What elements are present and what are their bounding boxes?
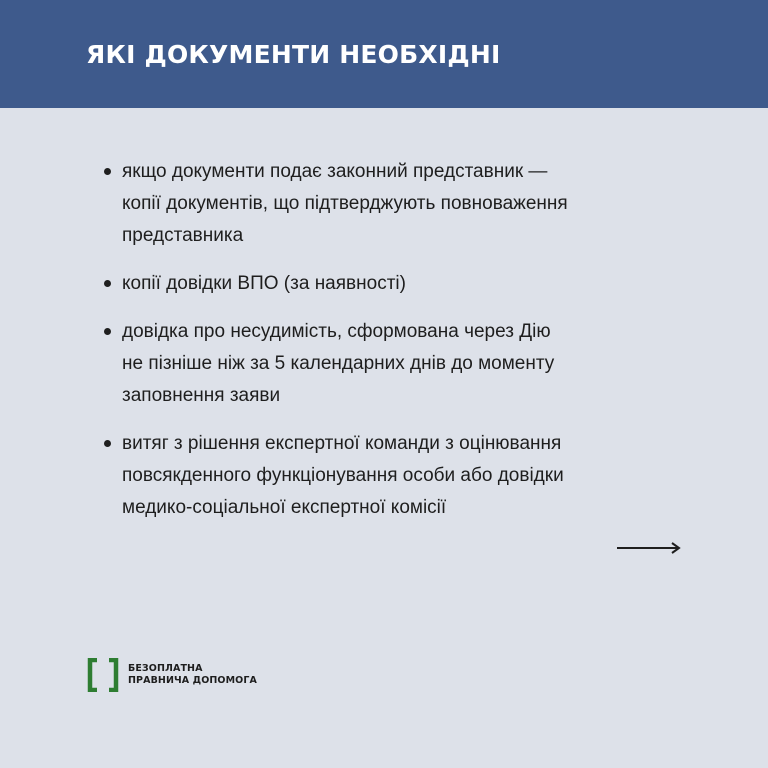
list-item-expert-decision	[0, 428, 568, 524]
page-title: ЯКІ ДОКУМЕНТИ НЕОБХІДНІ	[86, 40, 501, 69]
list-item-text: представника	[122, 225, 244, 246]
list-item-text: якщо документи подає законний представник —	[122, 161, 548, 182]
list-item-text: повсякденного функціонування особи або довідки	[122, 465, 564, 486]
list-item-no-criminal-record	[0, 316, 568, 412]
list-item-text: копії довідки ВПО (за наявності)	[122, 273, 406, 294]
bullet-dot-icon	[104, 328, 111, 335]
arrow-right-icon[interactable]	[617, 540, 681, 556]
bullet-dot-icon	[104, 280, 111, 287]
bullet-dot-icon	[104, 168, 111, 175]
header-bar	[0, 0, 768, 108]
list-item-text: копії документів, що підтверджують повноваження	[122, 193, 568, 214]
list-item-text: довідка про несудимість, сформована через Дію	[122, 321, 551, 342]
list-item-vpo	[0, 268, 568, 300]
list-item-text: заповнення заяви	[122, 385, 281, 406]
bullet-dot-icon	[104, 440, 111, 447]
bracket-logo-icon	[87, 658, 119, 692]
list-item-text: витяг з рішення експертної команди з оцінювання	[122, 433, 562, 454]
content-area	[0, 108, 768, 768]
documents-list	[0, 156, 568, 540]
logo-line-1: БЕЗОПЛАТНА	[128, 663, 203, 674]
list-item-text: медико-соціальної експертної комісії	[122, 497, 447, 518]
logo-line-2: ПРАВНИЧА ДОПОМОГА	[128, 675, 257, 686]
logo-text	[128, 663, 257, 687]
list-item-text: не пізніше ніж за 5 календарних днів до моменту	[122, 353, 555, 374]
list-item-representative	[0, 156, 568, 252]
